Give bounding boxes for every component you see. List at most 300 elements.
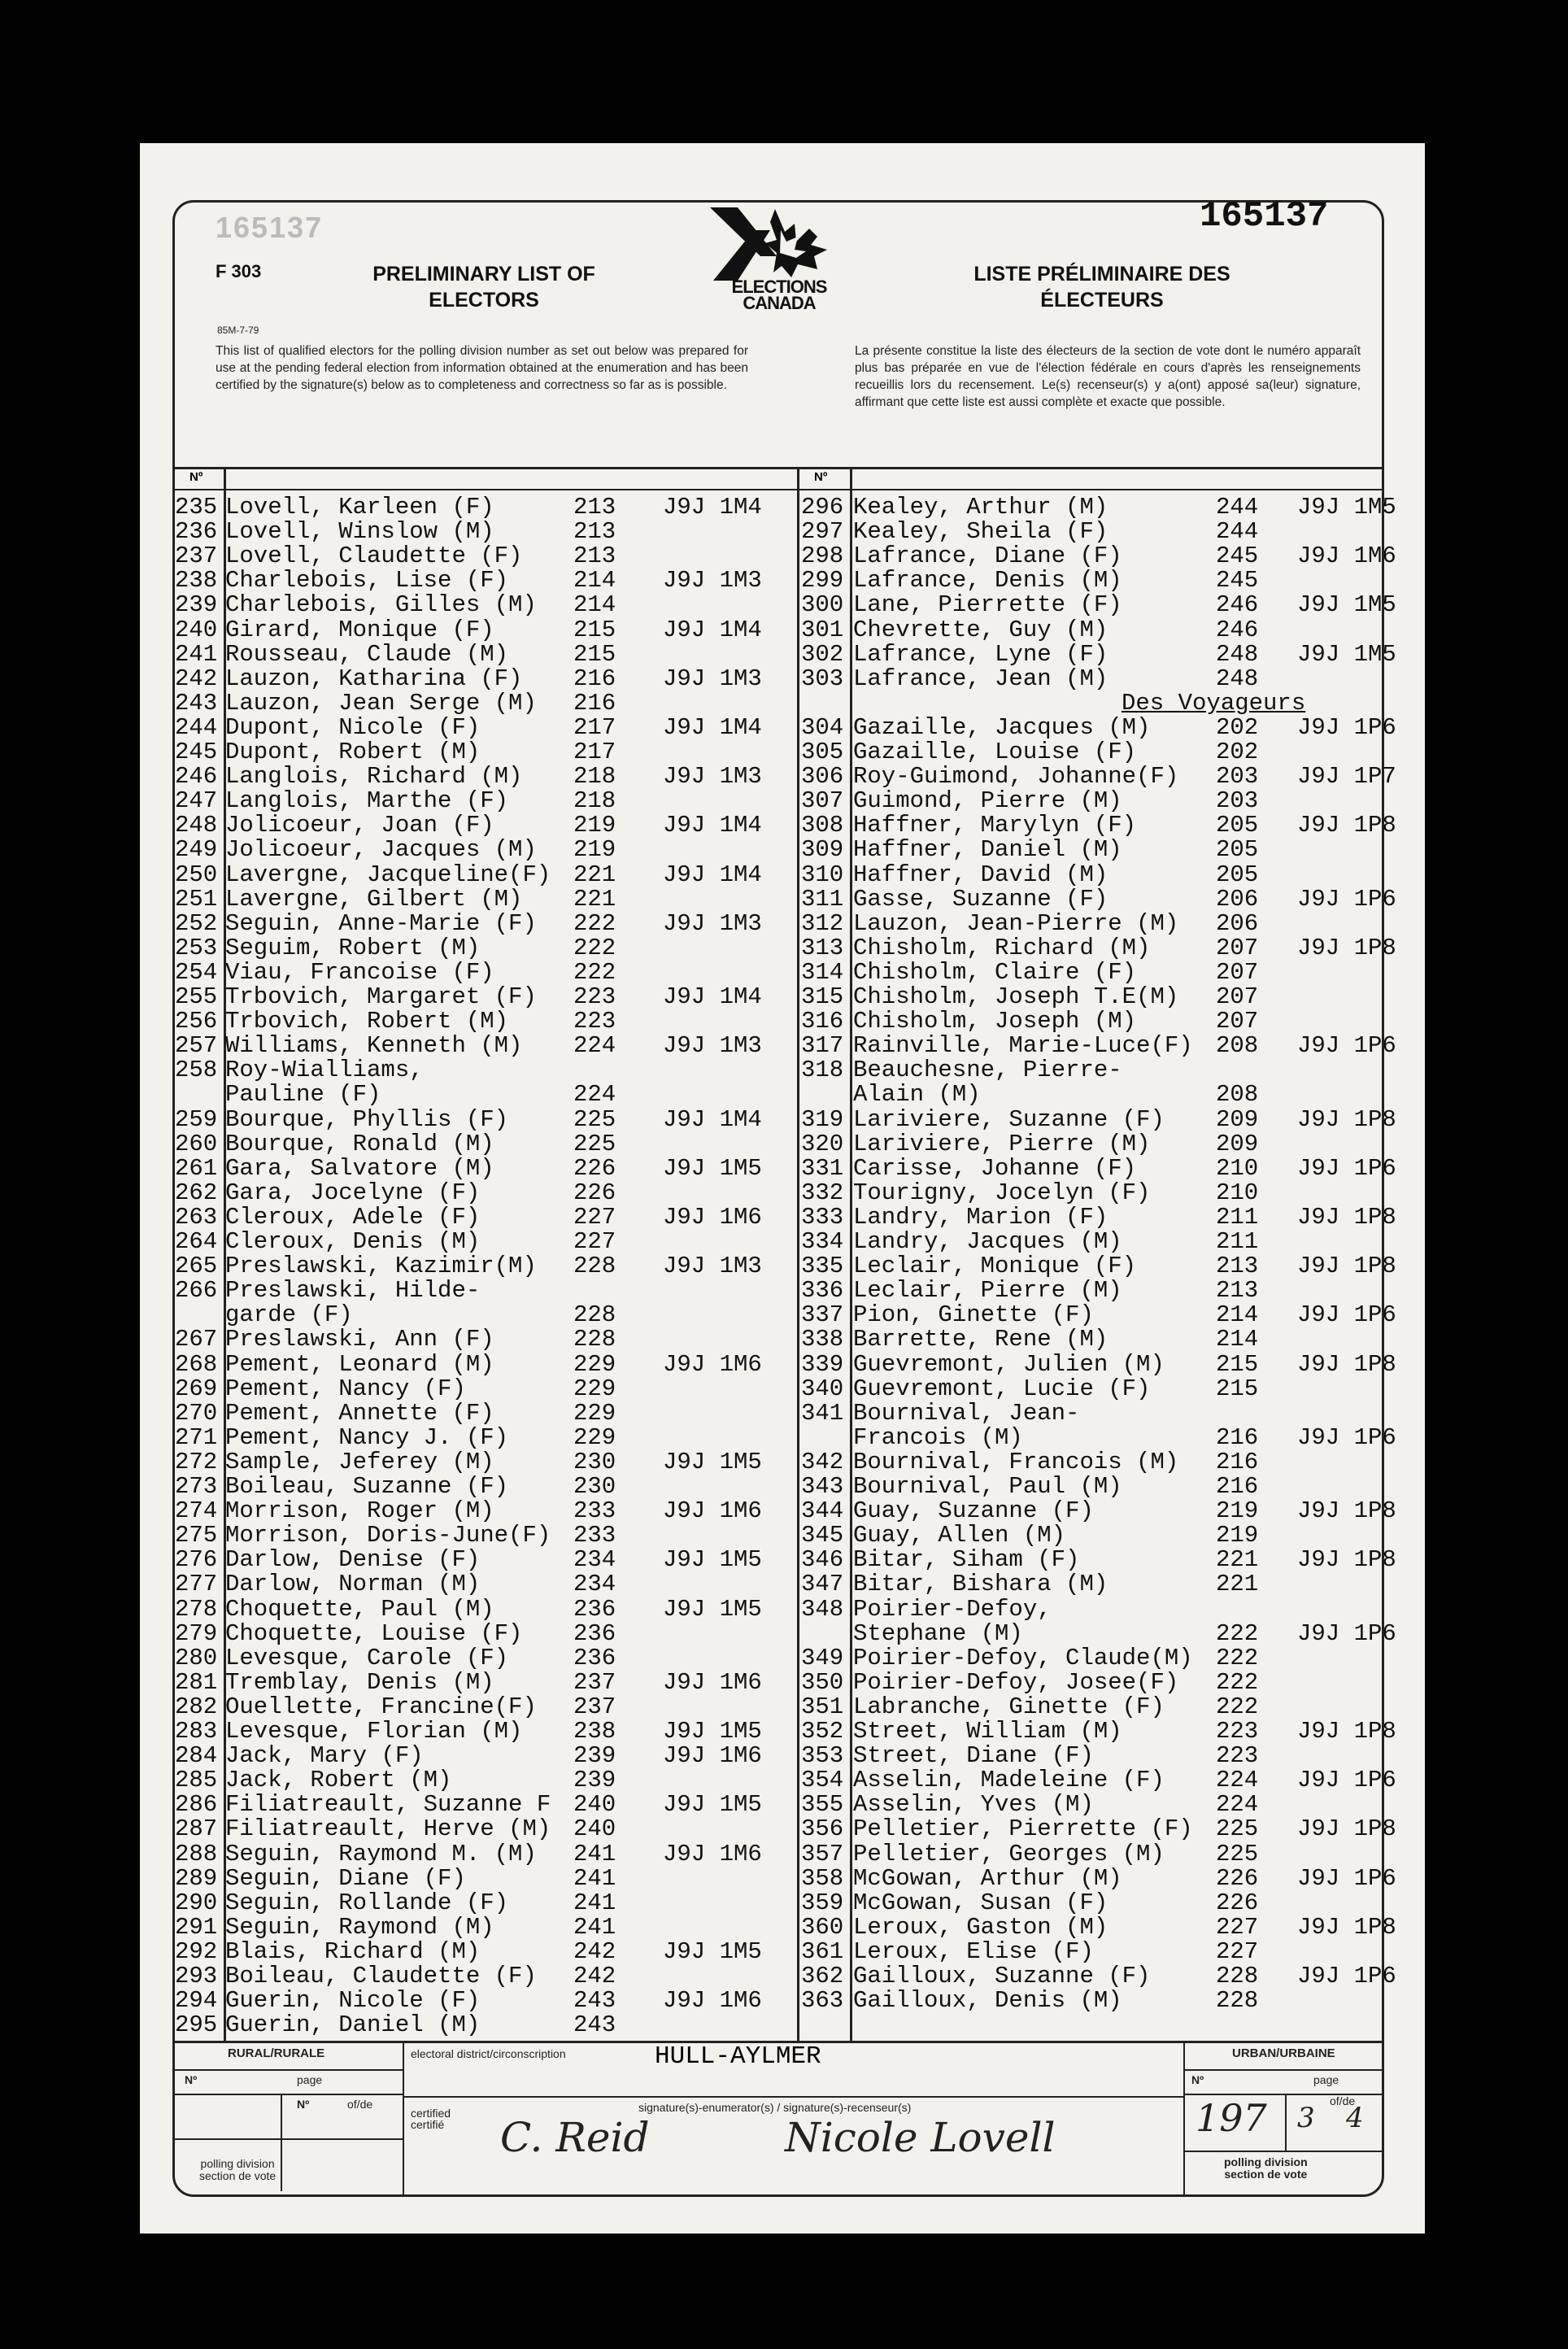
elector-row [175,1009,1379,1034]
elector-number: 305 [801,739,844,765]
elector-row [175,789,1379,813]
elector-postal-code: J9J 1M5 [1297,640,1396,668]
elector-name: Street, William (M) [853,1718,1122,1745]
elector-poll-code: 236 [573,1644,616,1671]
elector-number: 240 [175,616,218,643]
elector-name: McGowan, Susan (F) [853,1889,1108,1916]
elector-name: Pelletier, Pierrette (F) [853,1815,1193,1843]
elector-row [175,713,1396,741]
elector-row [175,1891,1379,1915]
elector-name: Choquette, Louise (F) [225,1619,523,1647]
elector-poll-code: 211 [1216,1203,1259,1231]
elector-number: 237 [175,543,218,570]
elector-number: 352 [801,1718,844,1745]
elector-name: Lane, Pierrette (F) [853,591,1122,619]
elector-name: Lovell, Winslow (M) [225,518,494,546]
elector-postal-code: J9J 1P8 [1297,812,1396,839]
elector-number: 340 [801,1375,844,1402]
elector-postal-code: J9J 1M3 [663,567,762,595]
elector-poll-code: 210 [1216,1154,1259,1182]
elector-name: Gara, Jocelyne (F) [225,1179,481,1206]
urban-page-label: page [1313,2073,1339,2086]
elector-number: 339 [801,1350,844,1378]
elector-poll-code: 243 [573,1987,616,2015]
elector-poll-code: 216 [573,689,616,717]
elector-name: Gazaille, Jacques (M) [853,713,1151,741]
electoral-district-label: electoral district/circonscription [411,2047,566,2060]
elector-row [175,1913,1396,1941]
elector-name: Pement, Nancy J. (F) [225,1423,509,1451]
elector-name: Blais, Richard (M) [225,1937,481,1965]
elector-row [175,1154,1396,1182]
faint-stamp: 165137 [216,211,324,244]
elector-poll-code: 227 [573,1228,616,1255]
elector-row [175,640,1396,668]
elector-name: Lafrance, Jean (M) [853,665,1108,692]
elector-name: Kealey, Arthur (M) [853,494,1108,521]
elector-poll-code: 237 [573,1668,616,1696]
elector-poll-code: 234 [573,1571,616,1598]
elector-number: 331 [801,1154,844,1182]
elector-row [175,1744,1379,1768]
elector-poll-code: 229 [573,1423,616,1451]
elector-poll-code: 215 [1216,1350,1259,1378]
elector-poll-code: 244 [1216,518,1259,546]
elector-poll-code: 228 [1216,1963,1259,1989]
elector-poll-code: 207 [1216,934,1259,961]
elector-name: Haffner, David (M) [853,861,1108,888]
elector-postal-code: J9J 1M4 [663,983,762,1010]
elector-number: 261 [175,1154,218,1182]
elector-number: 307 [801,787,844,815]
elector-name: Jolicoeur, Jacques (M) [225,836,537,864]
elector-poll-code: 207 [1216,983,1259,1010]
elector-number: 304 [801,713,844,741]
elector-name: McGowan, Arthur (M) [853,1864,1122,1892]
elector-number: 263 [175,1203,218,1231]
elector-poll-code: 223 [1216,1718,1259,1745]
elector-postal-code: J9J 1M4 [663,1105,762,1133]
rural-polling-division-label: polling division section de vote [199,2157,277,2182]
elector-number: 302 [801,640,844,668]
elector-number: 363 [801,1987,844,2015]
elector-postal-code: J9J 1P6 [1297,1154,1396,1182]
elector-row [175,1546,1396,1574]
signature-label: signature(s)-enumerator(s) / signature(s)-recenseur(s) [638,2101,912,2114]
elector-number: 251 [175,885,218,913]
elector-poll-code: 217 [573,713,616,741]
elector-name: Guerin, Daniel (M) [225,2011,481,2039]
elector-number: 244 [175,713,218,741]
form-code: 85M-7-79 [217,325,259,336]
elector-number: 314 [801,958,844,986]
elector-number: 291 [175,1913,218,1941]
elector-name: Lauzon, Jean-Pierre (M) [853,909,1179,937]
elector-row [175,520,1379,544]
elector-poll-code: 221 [573,861,616,888]
elector-postal-code: J9J 1P6 [1297,885,1396,913]
col-no-right: Nº [814,470,828,484]
elector-poll-code: 225 [1216,1815,1259,1843]
elector-poll-code: 222 [1216,1693,1259,1720]
elector-poll-code: 224 [573,1081,616,1109]
urban-polling-number: 197 [1196,2096,1267,2140]
elector-name: Bourque, Phyllis (F) [225,1105,509,1133]
rural-page-label: page [297,2073,323,2086]
elector-number: 306 [801,763,844,791]
elector-name: Lavergne, Gilbert (M) [225,885,523,913]
elector-name: Cleroux, Denis (M) [225,1228,481,1255]
elector-postal-code: J9J 1M3 [663,763,762,791]
elector-row [175,934,1396,961]
elector-name: Jolicoeur, Joan (F) [225,812,494,839]
elector-postal-code: J9J 1P8 [1297,1497,1396,1525]
elector-name: Roy-Guimond, Johanne(F) [853,763,1179,791]
elector-number: 236 [175,518,218,546]
elector-name: Lovell, Karleen (F) [225,494,494,521]
elector-poll-code: 226 [573,1179,616,1206]
elector-name: Ouellette, Francine(F) [225,1693,537,1720]
elector-poll-code: 211 [1216,1228,1259,1255]
elector-name: Filiatreault, Suzanne F [225,1791,551,1819]
elector-name: Rainville, Marie-Luce(F) [853,1032,1193,1060]
elector-name: Preslawski, Hilde- [225,1277,481,1305]
elector-postal-code: J9J 1M5 [663,1546,762,1574]
elector-poll-code: 202 [1216,739,1259,765]
elector-name: Boileau, Claudette (F) [225,1963,537,1989]
elector-poll-code: 202 [1216,713,1259,741]
elector-name: Bournival, Francois (M) [853,1448,1179,1475]
logo-line-2: CANADA [743,293,816,313]
rural-label: RURAL/RURALE [228,2046,325,2060]
elector-postal-code: J9J 1P6 [1297,1864,1396,1892]
enumerator-signature-1: C. Reid [500,2114,650,2161]
elector-name: Dupont, Nicole (F) [225,713,481,741]
rural-no-label: Nº [185,2073,198,2086]
elector-number: 343 [801,1473,844,1500]
elections-canada-logo [695,199,858,321]
elector-postal-code: J9J 1M6 [1297,543,1396,570]
elector-name: Chisholm, Joseph T.E(M) [853,983,1179,1010]
elector-postal-code: J9J 1M4 [663,812,762,839]
document-sheet [140,143,1425,2234]
elector-poll-code: 228 [573,1253,616,1280]
elector-number: 293 [175,1963,218,1989]
urban-of-label: of/de [1330,2094,1356,2107]
elector-name: Haffner, Daniel (M) [853,836,1122,864]
elector-poll-code: 228 [1216,1987,1259,2015]
elector-name: Trbovich, Margaret (F) [225,983,537,1010]
elector-name: Pement, Annette (F) [225,1399,494,1427]
elector-poll-code: 245 [1216,567,1259,595]
elector-name: Stephane (M) [853,1619,1023,1647]
elector-number: 288 [175,1840,218,1867]
elector-poll-code: 237 [573,1693,616,1720]
elector-poll-code: 227 [1216,1937,1259,1965]
elector-poll-code: 227 [573,1203,616,1231]
elector-postal-code: J9J 1P6 [1297,1767,1396,1794]
elector-row [175,1815,1396,1843]
urban-col-rule [1285,2094,1287,2151]
elector-number: 341 [801,1399,844,1427]
elector-poll-code: 213 [573,518,616,546]
elector-name: Guerin, Nicole (F) [225,1987,481,2015]
elector-name: Guevremont, Julien (M) [853,1350,1165,1378]
elector-number: 310 [801,861,844,888]
elector-postal-code: J9J 1M5 [663,1448,762,1475]
elector-poll-code: 215 [573,640,616,668]
elector-row [175,1767,1396,1794]
elector-number: 358 [801,1864,844,1892]
elector-row [175,1253,1396,1280]
elector-number: 335 [801,1253,844,1280]
elector-name: Chisholm, Richard (M) [853,934,1151,961]
elector-poll-code: 214 [1216,1301,1259,1329]
elector-number: 349 [801,1644,844,1671]
elector-poll-code: 215 [573,616,616,643]
elector-name: Dupont, Robert (M) [225,739,481,765]
elector-poll-code: 233 [573,1522,616,1549]
elector-name: Seguin, Raymond (M) [225,1913,494,1941]
elector-poll-code: 216 [1216,1473,1259,1500]
elector-name: Bournival, Jean- [853,1399,1080,1427]
elector-number: 353 [801,1742,844,1770]
elector-number: 320 [801,1130,844,1157]
elector-poll-code: 224 [1216,1791,1259,1819]
elector-number: 356 [801,1815,844,1843]
elector-number: 295 [175,2011,218,2039]
elector-poll-code: 215 [1216,1375,1259,1402]
logo-line-1: ELECTIONS [731,277,827,297]
elector-poll-code: 242 [573,1937,616,1965]
elector-poll-code: 242 [573,1963,616,1989]
elector-row [175,1842,1379,1867]
elector-row [175,1695,1379,1719]
electoral-district-value: HULL-AYLMER [655,2042,821,2071]
elector-poll-code: 230 [573,1448,616,1475]
elector-number: 308 [801,812,844,839]
intro-french: La présente constitue la liste des électeurs de la section de vote dont le numéro apparaît plus bas préparée en vue de l'élection fédérale en cours d'après les renseignements recueillis lors du recensement. Le(s) recenseur(s) y a(ont) apposé sa(leur) signature, affirmant que cette liste est aussi complète et exacte que possible. [855,344,1361,409]
elector-number: 311 [801,885,844,913]
elector-number: 255 [175,983,218,1010]
elector-poll-code: 206 [1216,885,1259,913]
elector-number: 274 [175,1497,218,1525]
elector-name: Lafrance, Diane (F) [853,543,1122,570]
elector-postal-code: J9J 1M5 [663,1937,762,1965]
elector-name: Guimond, Pierre (M) [853,787,1122,815]
elector-number: 294 [175,1987,218,2015]
elector-name: Darlow, Denise (F) [225,1546,481,1574]
elector-name: Guevremont, Lucie (F) [853,1375,1151,1402]
elector-name: Poirier-Defoy, [853,1595,1052,1623]
elector-name: Pelletier, Georges (M) [853,1840,1165,1867]
elector-number: 235 [175,494,218,521]
elector-name: Roy-Wialliams, [225,1057,424,1084]
urban-polling-division-label: polling division section de vote [1224,2155,1308,2181]
elector-name: Beauchesne, Pierre- [853,1057,1122,1084]
elector-poll-code: 209 [1216,1105,1259,1133]
elector-row [175,1597,1379,1622]
elector-number: 303 [801,665,844,692]
elector-poll-code: 214 [573,591,616,619]
elector-name: Langlois, Richard (M) [225,763,523,791]
elector-name: Lavergne, Jacqueline(F) [225,861,551,888]
elector-row [175,1377,1379,1401]
elector-name: Viau, Francoise (F) [225,958,494,986]
elector-poll-code: 205 [1216,836,1259,864]
elector-postal-code: J9J 1M5 [663,1154,762,1182]
elector-row [175,958,1379,986]
elector-number: 348 [801,1595,844,1623]
elector-number: 292 [175,1937,218,1965]
elector-postal-code: J9J 1P6 [1297,1619,1396,1647]
elector-number: 284 [175,1742,218,1770]
elector-number: 271 [175,1423,218,1451]
elector-poll-code: 216 [1216,1448,1259,1475]
elector-row [175,569,1379,593]
elector-poll-code: 213 [573,543,616,570]
elector-poll-code: 228 [573,1326,616,1353]
elector-name: Pauline (F) [225,1081,381,1109]
elector-name: Landry, Marion (F) [853,1203,1108,1231]
elector-name: Pion, Ginette (F) [853,1301,1094,1329]
elector-row [175,1619,1396,1647]
elector-poll-code: 245 [1216,543,1259,570]
elector-postal-code: J9J 1M3 [663,909,762,937]
elector-name: Lauzon, Jean Serge (M) [225,689,537,717]
urban-page-number: 3 [1297,2102,1315,2134]
elector-poll-code: 240 [573,1791,616,1819]
elector-row [175,985,1379,1009]
elector-number: 289 [175,1864,218,1892]
elector-poll-code: 221 [573,885,616,913]
elector-name: Morrison, Doris-June(F) [225,1522,551,1549]
elector-poll-code: 226 [573,1154,616,1182]
elector-row [175,667,1379,691]
elector-name: Seguim, Robert (M) [225,934,481,961]
elector-row [175,1793,1379,1817]
elector-poll-code: 246 [1216,591,1259,619]
elector-name: Seguin, Rollande (F) [225,1889,509,1916]
elector-postal-code: J9J 1P8 [1297,1350,1396,1378]
elector-name: Boileau, Suzanne (F) [225,1473,509,1500]
elector-number: 313 [801,934,844,961]
elector-number: 318 [801,1057,844,1084]
elector-row [175,740,1379,765]
elector-postal-code: J9J 1M6 [663,1840,762,1867]
elector-name: Pement, Nancy (F) [225,1375,466,1402]
elector-poll-code: 214 [1216,1326,1259,1353]
elector-name: Gara, Salvatore (M) [225,1154,494,1182]
table-top-rule [175,467,1382,469]
elector-number: 316 [801,1008,844,1035]
elector-name: Girard, Monique (F) [225,616,494,643]
elector-number: 346 [801,1546,844,1574]
elector-name: Carisse, Johanne (F) [853,1154,1137,1182]
elector-number: 250 [175,861,218,888]
elector-name: Leclair, Monique (F) [853,1253,1137,1280]
elector-poll-code: 213 [573,494,616,521]
elector-row [175,838,1379,862]
elector-row [175,1132,1379,1157]
elector-name: Bourque, Ronald (M) [225,1130,494,1157]
elector-name: Poirier-Defoy, Josee(F) [853,1668,1179,1696]
elector-postal-code: J9J 1M6 [663,1742,762,1770]
elector-number: 338 [801,1326,844,1353]
elector-row [175,591,1396,619]
elector-row [175,1523,1379,1548]
elector-poll-code: 225 [573,1105,616,1133]
elector-number: 273 [175,1473,218,1500]
elector-row [175,909,1379,937]
elector-name: Pement, Leonard (M) [225,1350,494,1378]
urban-left-rule [1183,2041,1185,2195]
elector-postal-code: J9J 1M6 [663,1203,762,1231]
elector-number: 300 [801,591,844,619]
elector-number: 299 [801,567,844,595]
elector-poll-code: 218 [573,787,616,815]
elector-number: 360 [801,1913,844,1941]
elector-number: 309 [801,836,844,864]
elector-name: Gailloux, Denis (M) [853,1987,1122,2015]
elector-row [175,812,1396,839]
elector-number: 253 [175,934,218,961]
elector-row [175,1450,1379,1475]
elector-poll-code: 205 [1216,812,1259,839]
elector-number: 347 [801,1571,844,1598]
elector-row [175,1572,1379,1597]
elector-number: 280 [175,1644,218,1671]
elector-poll-code: 248 [1216,640,1259,668]
elector-poll-code: 209 [1216,1130,1259,1157]
elector-number: 262 [175,1179,218,1206]
elector-row [175,863,1379,887]
elector-row [175,1401,1379,1426]
elector-postal-code: J9J 1P7 [1297,763,1396,791]
elector-poll-code: 234 [573,1546,616,1574]
elector-number: 265 [175,1253,218,1280]
elector-postal-code: J9J 1M5 [663,1718,762,1745]
elector-poll-code: 227 [1216,1913,1259,1941]
elector-row [175,1963,1396,1989]
elector-row [175,1032,1396,1060]
elector-postal-code: J9J 1M6 [663,1497,762,1525]
elector-number: 357 [801,1840,844,1867]
elector-name: Jack, Mary (F) [225,1742,424,1770]
elector-poll-code: 228 [573,1301,616,1329]
elector-name: Levesque, Florian (M) [225,1718,523,1745]
title-english: PRELIMINARY LIST OF ELECTORS [372,263,595,312]
elector-number: 279 [175,1619,218,1647]
elector-poll-code: 226 [1216,1889,1259,1916]
elector-name: Leclair, Pierre (M) [853,1277,1122,1305]
elector-number: 333 [801,1203,844,1231]
elector-number: 246 [175,763,218,791]
elector-poll-code: 221 [1216,1546,1259,1574]
elector-row [175,1423,1396,1451]
elector-poll-code: 217 [573,739,616,765]
elector-postal-code: J9J 1M6 [663,1987,762,2015]
elector-name: Seguin, Anne-Marie (F) [225,909,537,937]
district-rule [404,2096,1183,2098]
elector-number: 238 [175,567,218,595]
elector-poll-code: 219 [1216,1497,1259,1525]
intro-english: This list of qualified electors for the polling division number as set out below was prepared for use at the pending federal election from information obtained at the enumeration and has been certified by the signature(s) below as to completeness and correctness so far as is possible. [216,344,748,392]
elector-row [175,1181,1379,1205]
elector-postal-code: J9J 1P8 [1297,1253,1396,1280]
elector-row [175,1475,1379,1499]
elector-number: 344 [801,1497,844,1525]
